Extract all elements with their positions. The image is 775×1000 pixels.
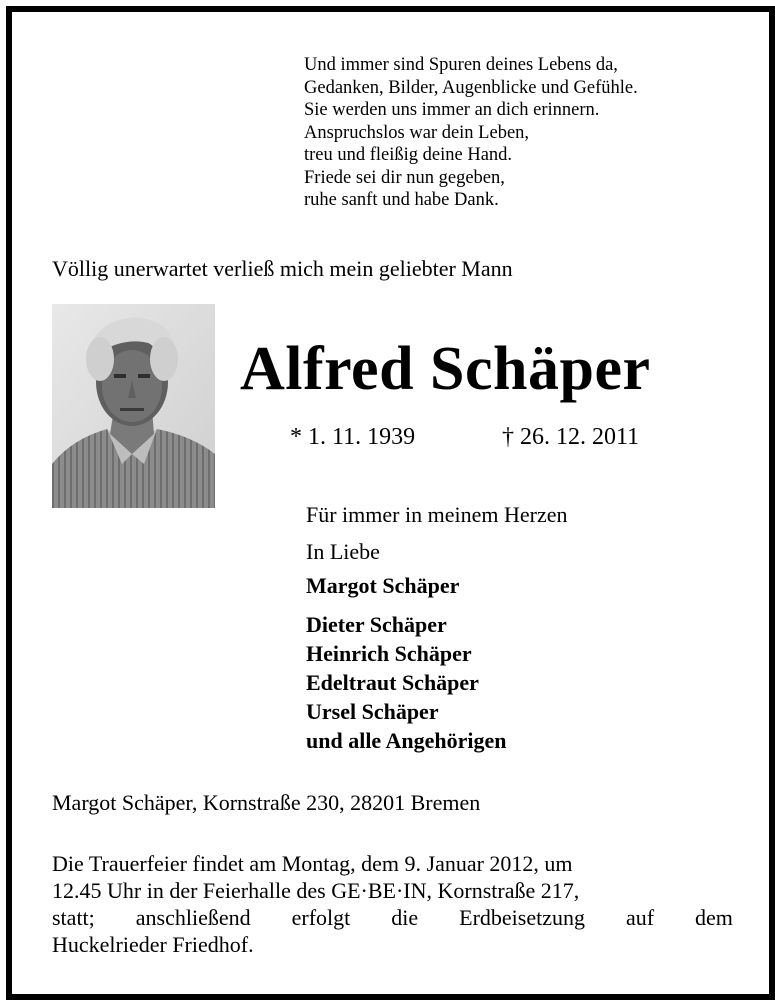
family-member: Ursel Schäper (306, 699, 439, 724)
dedication-line: In Liebe (306, 539, 380, 564)
poem-line: ruhe sanft und habe Dank. (304, 190, 499, 210)
obituary-notice (6, 6, 775, 1000)
poem-line: Anspruchslos war dein Leben, (304, 122, 530, 143)
contact-address: Margot Schäper, Kornstraße 230, 28201 Bremen (52, 790, 481, 815)
ceremony-word: Erdbeisetzung (459, 905, 585, 930)
dedication-line: Für immer in meinem Herzen (306, 502, 568, 527)
poem-line: Und immer sind Spuren deines Lebens da, (304, 55, 618, 75)
ceremony-line: 12.45 Uhr in der Feierhalle des GE·BE·IN, Kornstraße 217, (52, 878, 580, 903)
ceremony-line: Huckelrieder Friedhof. (52, 932, 254, 957)
family-member: Heinrich Schäper (306, 641, 472, 666)
birth-date: * 1. 11. 1939 (290, 424, 416, 450)
portrait-photo (52, 304, 215, 508)
ceremony-word: auf (625, 905, 655, 930)
family-member: Edeltraut Schäper (306, 670, 479, 695)
ceremony-word: erfolgt (291, 905, 351, 930)
poem-line: treu und fleißig deine Hand. (304, 145, 513, 165)
family-member: und alle Angehörigen (306, 728, 507, 753)
ceremony-word: die (391, 905, 419, 930)
ceremony-word: statt; (52, 905, 95, 930)
ceremony-text: Die Trauerfeier findet am Montag, dem 9. Januar 2012, um (52, 851, 573, 876)
ceremony-word: anschließend (135, 905, 251, 930)
ceremony-line (52, 850, 733, 877)
poem-line: Sie werden uns immer an dich erinnern. (304, 100, 600, 120)
poem-line: Gedanken, Bilder, Augenblicke und Gefühle. (304, 77, 638, 98)
poem (304, 54, 638, 212)
poem-line: Friede sei dir nun gegeben, (304, 167, 505, 188)
ceremony-info (52, 850, 733, 958)
death-date: † 26. 12. 2011 (502, 424, 640, 450)
widow-name: Margot Schäper (306, 573, 460, 598)
portrait-image (52, 304, 215, 508)
family-member: Dieter Schäper (306, 612, 447, 637)
ceremony-line (52, 904, 733, 931)
ceremony-word: dem (695, 905, 733, 930)
intro-text: Völlig unerwartet verließ mich mein geliebter Mann (52, 256, 513, 281)
deceased-name: Alfred Schäper (240, 335, 651, 403)
